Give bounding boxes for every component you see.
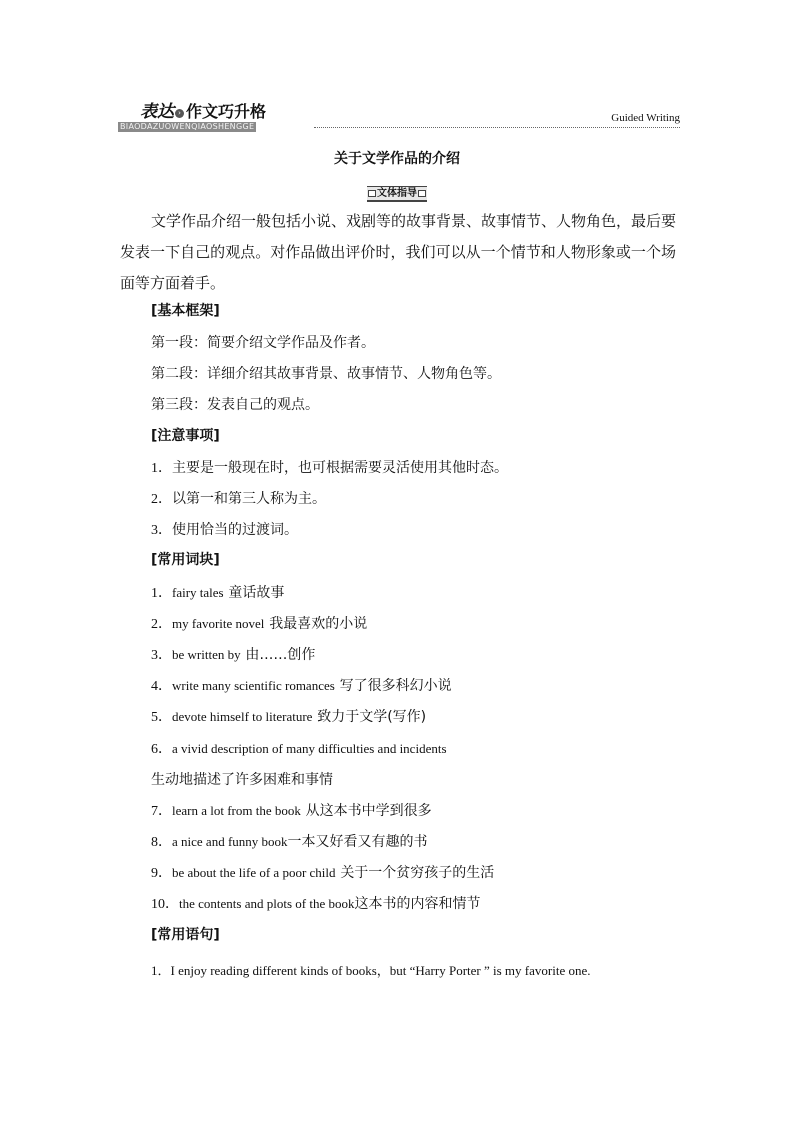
phrase-chinese: 关于一个贫穷孩子的生活: [340, 865, 495, 881]
phrase-chinese: 由……创作: [245, 647, 316, 663]
phrase-chinese: 童话故事: [228, 585, 285, 601]
genre-guide-badge: 文体指导: [367, 186, 427, 202]
phrase-english: fairy tales: [172, 585, 224, 600]
phrase-item: [151, 862, 494, 884]
phrase-english: a vivid description of many difficulties and incidents: [172, 741, 447, 756]
item-number: 8．: [151, 835, 172, 850]
item-number: 2．: [151, 617, 172, 632]
phrase-item: [151, 644, 315, 666]
item-number: 6．: [151, 742, 172, 757]
banner-word-biaoda: 表达: [140, 102, 174, 122]
item-number: 1．: [151, 461, 172, 476]
phrase-item: [151, 675, 452, 697]
item-text: 以第一和第三人称为主。: [172, 491, 326, 507]
phrase-item: [151, 738, 447, 760]
phrase-english: a nice and funny book: [172, 834, 288, 849]
phrase-item: [151, 706, 426, 728]
phrase-english: the contents and plots of the book: [179, 896, 355, 911]
item-number: 7．: [151, 804, 172, 819]
phrase-english: be written by: [172, 647, 241, 662]
sentences-heading: [常用语句]: [151, 927, 220, 943]
item-number: 3．: [151, 648, 172, 663]
item-number: 10．: [151, 897, 179, 912]
framework-item: 第三段：发表自己的观点。: [151, 397, 319, 413]
item-number: 5．: [151, 710, 172, 725]
phrase-item: [151, 831, 428, 853]
banner-word-zuowen: 作文巧升格: [186, 102, 267, 121]
phrase-chinese: 写了很多科幻小说: [339, 678, 452, 694]
phrase-continuation: [151, 769, 333, 790]
phrase-chinese: 这本书的内容和情节: [354, 896, 481, 912]
item-text: 主要是一般现在时，也可根据需要灵活使用其他时态。: [172, 460, 508, 476]
phrase-english: write many scientific romances: [172, 678, 335, 693]
intro-paragraph: 文学作品介绍一般包括小说、戏剧等的故事背景、故事情节、人物角色，最后要发表一下自己的观点。对作品做出评价时，我们可以从一个情节和人物形象或一个场面等方面着手。: [120, 212, 677, 292]
phrase-chinese: 生动地描述了许多困难和事情: [151, 772, 333, 788]
phrase-item: [151, 613, 367, 635]
framework-item: 第二段：详细介绍其故事背景、故事情节、人物角色等。: [151, 366, 501, 382]
phrases-heading: [常用词块]: [151, 552, 220, 568]
banner-english-title: Guided Writing: [611, 112, 680, 124]
sentence-item: 1．I enjoy reading different kinds of books，but “Harry Porter ” is my favorite one.: [151, 963, 591, 978]
section-banner-title: [140, 102, 266, 122]
phrase-chinese: 我最喜欢的小说: [269, 616, 368, 632]
phrase-item: [151, 582, 284, 604]
item-number: 1．: [151, 586, 172, 601]
header-dotted-rule: [314, 127, 680, 128]
item-number: 9．: [151, 866, 172, 881]
notes-item: [151, 457, 508, 479]
phrase-chinese: 一本又好看又有趣的书: [287, 834, 428, 850]
phrase-english: learn a lot from the book: [172, 803, 301, 818]
phrase-item: [151, 800, 432, 822]
phrase-english: devote himself to literature: [172, 709, 313, 724]
item-number: 3．: [151, 523, 172, 538]
item-number: 4．: [151, 679, 172, 694]
framework-item: 第一段：简要介绍文学作品及作者。: [151, 335, 375, 351]
phrase-item: [151, 893, 480, 915]
notes-heading: [注意事项]: [151, 428, 220, 444]
phrase-english: be about the life of a poor child: [172, 865, 336, 880]
phrase-chinese: 致力于文学(写作): [317, 709, 427, 725]
phrase-english: my favorite novel: [172, 616, 265, 631]
banner-pinyin: BIAODAZUOWENQIAOSHENGGE: [120, 122, 255, 131]
notes-item: [151, 488, 326, 510]
framework-heading: [基本框架]: [151, 303, 220, 319]
notes-item: [151, 519, 298, 541]
item-text: 使用恰当的过渡词。: [172, 522, 298, 538]
item-number: 2．: [151, 492, 172, 507]
phrase-chinese: 从这本书中学到很多: [305, 803, 432, 819]
arrow-circle-icon: ›: [175, 109, 184, 118]
section-header: [118, 100, 680, 134]
page-title: 关于文学作品的介绍: [334, 151, 460, 167]
